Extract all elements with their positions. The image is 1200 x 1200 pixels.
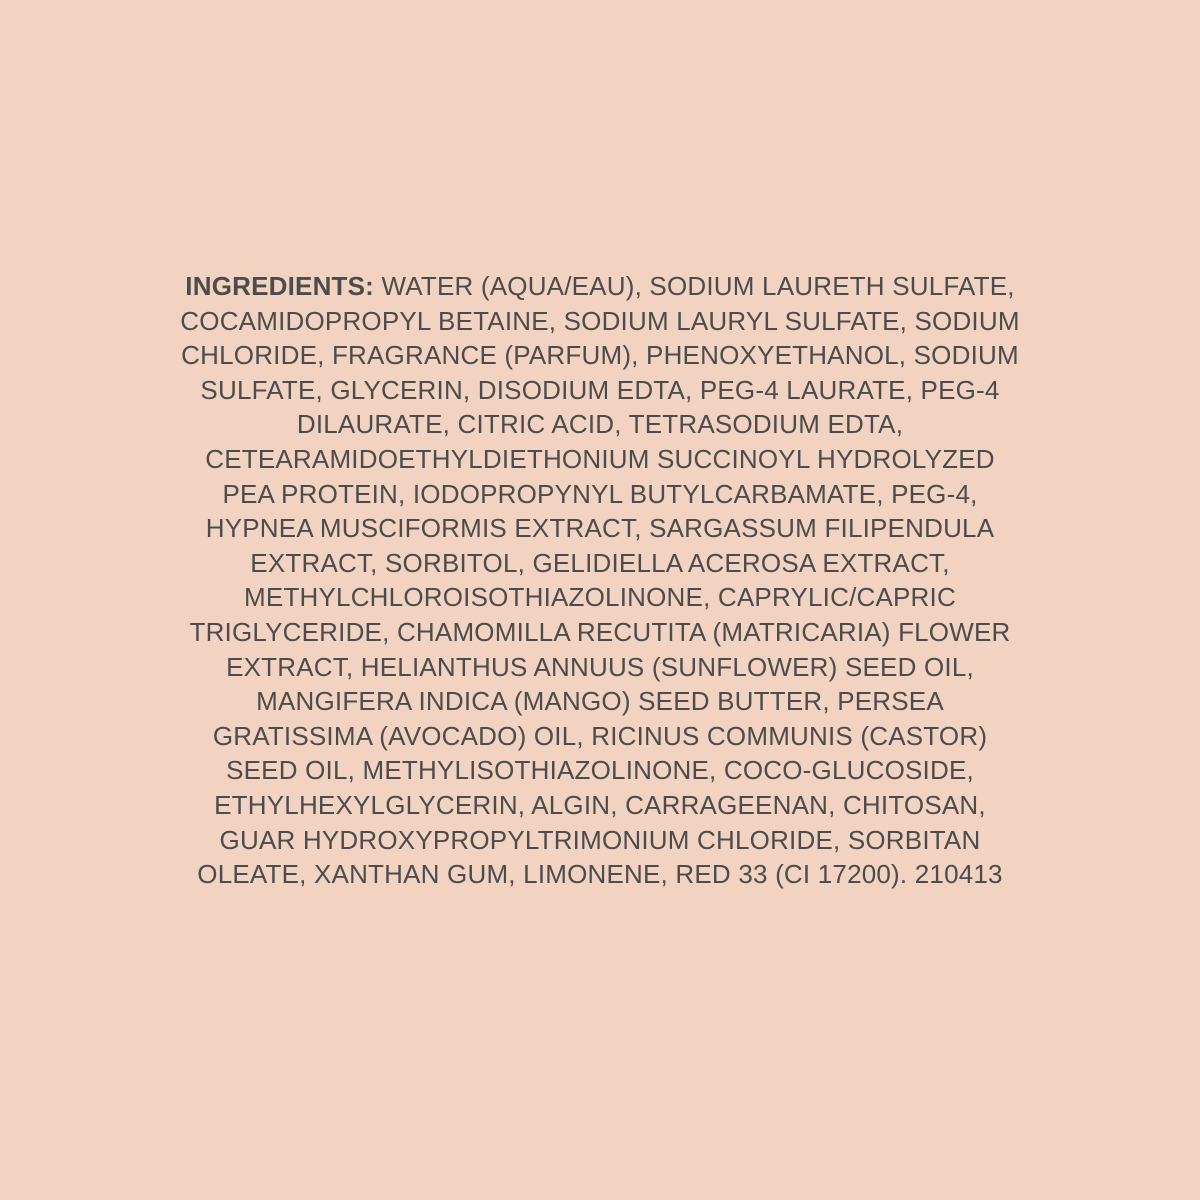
ingredients-line-1: INGREDIENTS: WATER (AQUA/EAU), SODIUM LAURETH SULFATE, (185, 271, 1015, 301)
ingredients-line-4: SULFATE, GLYCERIN, DISODIUM EDTA, PEG-4 LAURATE, PEG-4 (200, 374, 1000, 405)
ingredients-line-18: OLEATE, XANTHAN GUM, LIMONENE, RED 33 (CI 17200). 210413 (197, 859, 1003, 890)
ingredients-line-13: MANGIFERA INDICA (MANGO) SEED BUTTER, PERSEA (256, 686, 944, 717)
ingredients-line-10: METHYLCHLOROISOTHIAZOLINONE, CAPRYLIC/CAPRIC (244, 582, 956, 613)
ingredients-line-17: GUAR HYDROXYPROPYLTRIMONIUM CHLORIDE, SORBITAN (219, 824, 981, 855)
ingredients-line-11: TRIGLYCERIDE, CHAMOMILLA RECUTITA (MATRICARIA) FLOWER (189, 616, 1011, 647)
ingredients-line-7: PEA PROTEIN, IODOPROPYNYL BUTYLCARBAMATE, PEG-4, (222, 478, 978, 509)
ingredients-line-5: DILAURATE, CITRIC ACID, TETRASODIUM EDTA, (296, 409, 904, 440)
ingredients-line-8: HYPNEA MUSCIFORMIS EXTRACT, SARGASSUM FILIPENDULA (205, 513, 995, 544)
ingredients-line-16: ETHYLHEXYLGLYCERIN, ALGIN, CARRAGEENAN, CHITOSAN, (214, 789, 986, 820)
ingredients-line-2: COCAMIDOPROPYL BETAINE, SODIUM LAURYL SULFATE, SODIUM (180, 305, 1020, 336)
ingredients-line-12: EXTRACT, HELIANTHUS ANNUUS (SUNFLOWER) SEED OIL, (226, 651, 974, 682)
ingredients-heading: INGREDIENTS: (185, 271, 382, 301)
ingredients-line-9: EXTRACT, SORBITOL, GELIDIELLA ACEROSA EXTRACT, (250, 547, 950, 578)
ingredients-line-6: CETEARAMIDOETHYLDIETHONIUM SUCCINOYL HYDROLYZED (205, 443, 995, 474)
ingredients-label (100, 269, 1100, 892)
ingredients-line-3: CHLORIDE, FRAGRANCE (PARFUM), PHENOXYETHANOL, SODIUM (181, 340, 1019, 371)
ingredients-line-15: SEED OIL, METHYLISOTHIAZOLINONE, COCO-GLUCOSIDE, (226, 755, 974, 786)
ingredients-line-14: GRATISSIMA (AVOCADO) OIL, RICINUS COMMUNIS (CASTOR) (212, 720, 988, 751)
